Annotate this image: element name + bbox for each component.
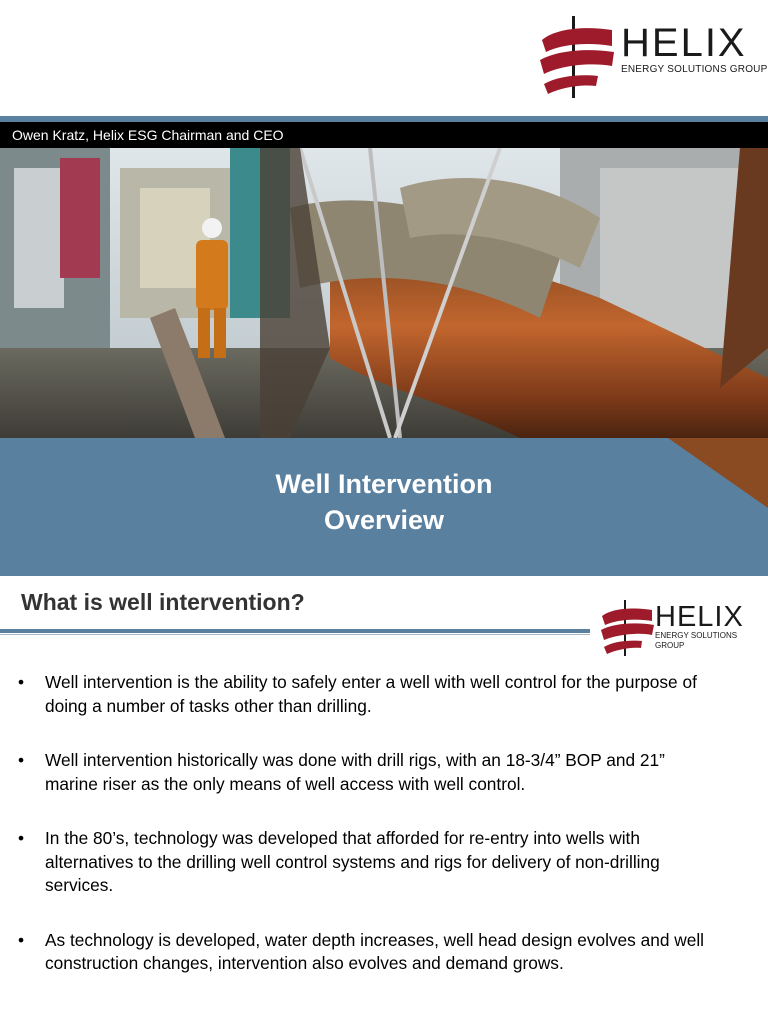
rig-photo	[0, 148, 768, 438]
slide-title-line1: Well Intervention	[275, 469, 493, 499]
brand-name-small: HELIX	[655, 601, 744, 633]
slide-title-line2: Overview	[323, 505, 445, 535]
content-slide	[0, 576, 768, 1024]
bullet-list	[18, 671, 718, 1007]
helix-brand-small	[655, 601, 768, 651]
brand-tagline: ENERGY SOLUTIONS GROUP	[621, 64, 768, 75]
heading-rule-thin	[0, 634, 590, 635]
bullet-item: • As technology is developed, water depth increases, well head design evolves and well construction changes, intervention also evolves and demand grows.	[18, 929, 718, 976]
bullet-item: • In the 80’s, technology was developed that afforded for re-entry into wells with alternatives to the drilling well control systems and rigs for delivery of non-drilling services.	[18, 827, 718, 898]
bullet-item: • Well intervention historically was done with drill rigs, with an 18-3/4” BOP and 21” marine riser as the only means of well access with well control.	[18, 749, 718, 796]
bullet-item: • Well intervention is the ability to safely enter a well with well control for the purpose of doing a number of tasks other than drilling.	[18, 671, 718, 718]
helix-brand	[621, 20, 767, 76]
brand-name: HELIX	[621, 21, 747, 65]
brand-tagline-small: ENERGY SOLUTIONS GROUP	[655, 631, 738, 650]
presenter-bar: Owen Kratz, Helix ESG Chairman and CEO	[0, 122, 768, 148]
title-band	[0, 438, 768, 576]
slide-heading: What is well intervention?	[21, 589, 305, 615]
heading-rule	[0, 629, 590, 633]
